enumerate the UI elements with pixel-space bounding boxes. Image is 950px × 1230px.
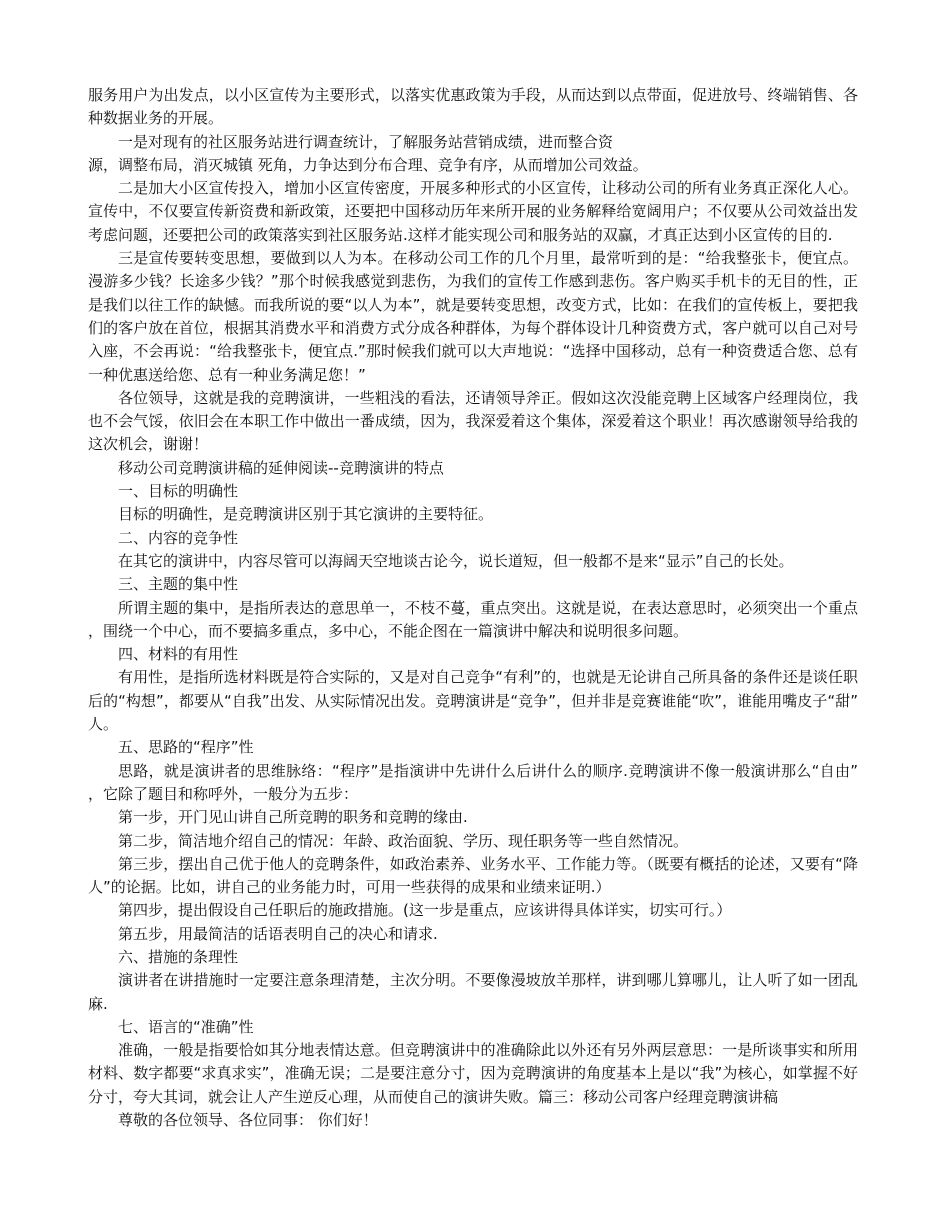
greeting-line: 尊敬的各位领导、各位同事： 你们好！ — [118, 1111, 378, 1130]
heading-4: 四、材料的有用性 — [118, 645, 239, 664]
heading-1: 一、目标的明确性 — [118, 482, 239, 501]
paragraph-2: 一是对现有的社区服务站进行调查统计，了解服务站营销成绩，进而整合资 — [118, 132, 614, 151]
step-1: 第一步，开门见山讲自己所竞聘的职务和竞聘的缘由. — [118, 808, 468, 827]
paragraph-26: 准确，一般是指要恰如其分地表情达意。但竞聘演讲中的准确除此以外还有另外两层意思：一是所谈事实和所用材料、数字都要“求真求实”，准确无误；二是要注意分寸，因为竞聘演讲的角度基本上是以“我”为核心，如掌握不好分寸，夸大其词，就会让人产生逆反心理，从而使自己的演讲失败。篇三：移动公司客户经理竞聘演讲稿 — [88, 1041, 858, 1106]
step-3: 第三步，摆出自己优于他人的竞聘条件，如政治素养、业务水平、工作能力等。（既要有概括的论述，又要有“降人”的论据。比如，讲自己的业务能力时，可用一些获得的成果和业绩来证明.） — [88, 854, 858, 897]
paragraph-17: 思路，就是演讲者的思维脉络：“程序”是指演讲中先讲什么后讲什么的顺序.竞聘演讲不像一般演讲那么“自由”，它除了题目和称呼外，一般分为五步： — [88, 761, 858, 803]
paragraph-3: 源，调整布局，消灭城镇 死角，力争达到分布合理、竞争有序，从而增加公司效益。 — [88, 155, 648, 174]
heading-6: 六、措施的条理性 — [118, 947, 239, 966]
document-page — [88, 84, 858, 1132]
heading-2: 二、内容的竞争性 — [118, 528, 239, 547]
paragraph-5: 三是宣传要转变思想，要做到以人为本。在移动公司工作的几个月里，最常听到的是：“给我整张卡，便宜点。漫游多少钱？长途多少钱？”那个时候我感觉到悲伤，为我们的宣传工作感到悲伤。客户购买手机卡的无目的性，正是我们以往工作的缺憾。而我所说的要“以人为本”，就是要转变思想，改变方式，比如：在我们的宣传板上，要把我们的客户放在首位，根据其消费水平和消费方式分成各种群体，为每个群体设计几种资费方式，客户就可以自己对号入座，不会再说：“给我整张卡，便宜点.”那时候我们就可以大声地说：“选择中国移动，总有一种资费适合您、总有一种优惠送给您、总有一种业务满足您！” — [88, 249, 858, 384]
paragraph-9: 目标的明确性，是竞聘演讲区别于其它演讲的主要特征。 — [118, 505, 494, 524]
heading-5: 五、思路的“程序”性 — [118, 738, 254, 757]
step-4: 第四步，提出假设自己任职后的施政措施。(这一步是重点，应该讲得具体详实，切实可行。） — [118, 901, 732, 920]
section-title-extended-reading: 移动公司竞聘演讲稿的延伸阅读--竞聘演讲的特点 — [118, 458, 444, 477]
paragraph-11: 在其它的演讲中，内容尽管可以海阔天空地谈古论今，说长道短，但一般都不是来“显示”自己的长处。 — [118, 551, 794, 570]
paragraph-15: 有用性，是指所选材料既是符合实际的，又是对自己竞争“有利”的，也就是无论讲自己所具备的条件还是谈任职后的“构想”，都要从“自我”出发、从实际情况出发。竞聘演讲是“竞争”，但并非是竞赛谁能“吹”，谁能用嘴皮子“甜”人。 — [88, 668, 858, 734]
paragraph-13: 所谓主题的集中，是指所表达的意思单一，不枝不蔓，重点突出。这就是说，在表达意思时，必须突出一个重点，围绕一个中心，而不要搞多重点，多中心，不能企图在一篇演讲中解决和说明很多问题。 — [88, 598, 858, 640]
step-2: 第二步，简洁地介绍自己的情况：年龄、政治面貌、学历、现任职务等一些自然情况。 — [118, 831, 689, 850]
step-5: 第五步，用最简洁的话语表明自己的决心和请求. — [118, 924, 438, 943]
paragraph-6: 各位领导，这就是我的竞聘演讲，一些粗浅的看法，还请领导斧正。假如这次没能竞聘上区域客户经理岗位，我也不会气馁，依旧会在本职工作中做出一番成绩，因为，我深爱着这个集体，深爱着这个职业！再次感谢领导给我的这次机会，谢谢！ — [88, 388, 858, 454]
paragraph-24: 演讲者在讲措施时一定要注意条理清楚，主次分明。不要像漫坡放羊那样，讲到哪儿算哪儿，让人听了如一团乱麻. — [88, 971, 858, 1013]
heading-7: 七、语言的“准确”性 — [118, 1017, 254, 1036]
heading-3: 三、主题的集中性 — [118, 575, 239, 594]
paragraph-4: 二是加大小区宣传投入，增加小区宣传密度，开展多种形式的小区宣传，让移动公司的所有业务真正深化人心。宣传中，不仅要宣传新资费和新政策，还要把中国移动历年来所开展的业务解释给宽阔用户；不仅要从公司效益出发考虑问题，还要把公司的政策落实到社区服务站.这样才能实现公司和服务站的双赢，才真正达到小区宣传的目的. — [88, 179, 858, 244]
paragraph-1: 服务用户为出发点，以小区宣传为主要形式，以落实优惠政策为手段，从而达到以点带面，促进放号、终端销售、各种数据业务的开展。 — [88, 86, 858, 128]
